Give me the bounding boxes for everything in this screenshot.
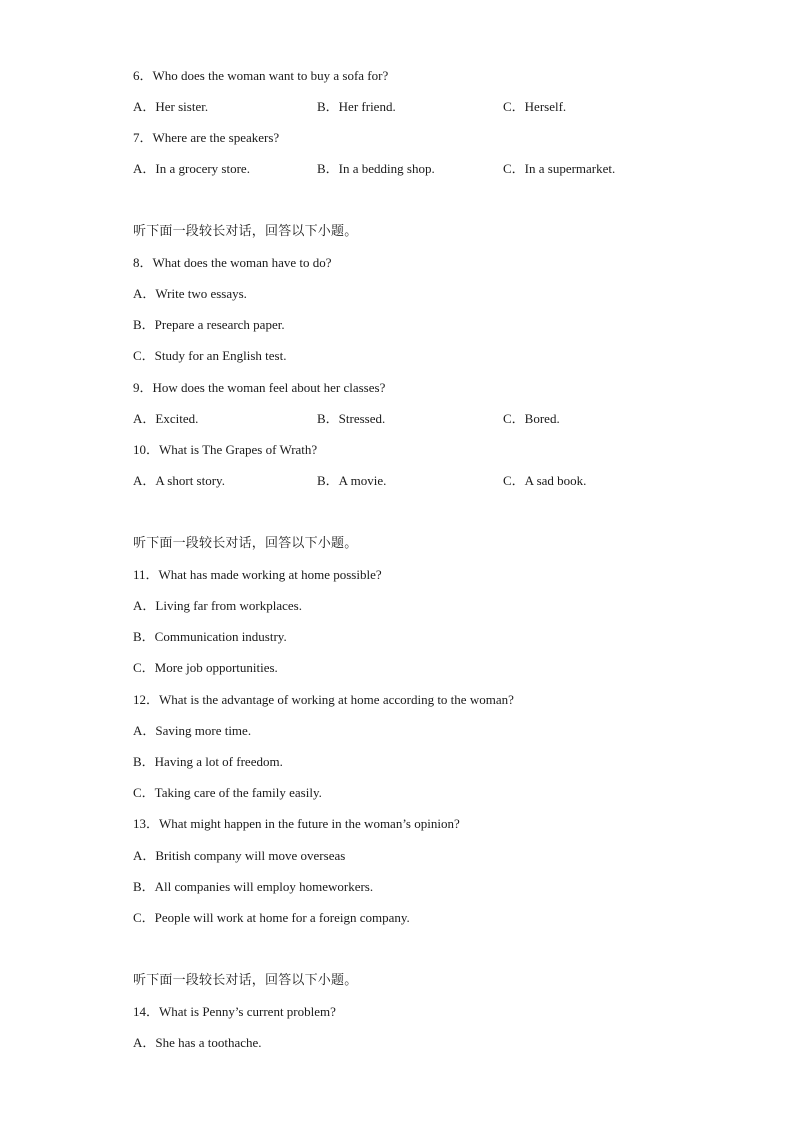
question-9-option-c: C．Bored.	[503, 411, 560, 426]
question-9-option-b: B．Stressed.	[317, 411, 386, 426]
question-13-option-c: C．People will work at home for a foreign company.	[133, 910, 410, 925]
question-10: 10．What is The Grapes of Wrath?	[133, 442, 318, 457]
question-14-option-a: A．She has a toothache.	[133, 1035, 262, 1050]
question-14: 14．What is Penny’s current problem?	[133, 1004, 336, 1019]
question-13-option-b: B．All companies will employ homeworkers.	[133, 879, 374, 894]
question-8: 8．What does the woman have to do?	[133, 255, 332, 270]
question-11-option-a: A．Living far from workplaces.	[133, 598, 302, 613]
question-6-option-b: B．Her friend.	[317, 99, 396, 114]
question-11-option-b: B．Communication industry.	[133, 629, 287, 644]
question-8-option-c: C．Study for an English test.	[133, 348, 287, 363]
question-6-option-a: A．Her sister.	[133, 99, 209, 114]
question-13-option-a: A．British company will move overseas	[133, 848, 346, 863]
question-6: 6．Who does the woman want to buy a sofa for?	[133, 68, 389, 83]
question-12-option-c: C．Taking care of the family easily.	[133, 785, 322, 800]
question-12-option-b: B．Having a lot of freedom.	[133, 754, 283, 769]
question-8-option-b: B．Prepare a research paper.	[133, 317, 285, 332]
section-heading: 听下面一段较长对话，回答以下小题。	[133, 224, 358, 239]
section-heading: 听下面一段较长对话，回答以下小题。	[133, 973, 358, 988]
question-6-option-c: C．Herself.	[503, 99, 567, 114]
question-9: 9．How does the woman feel about her classes?	[133, 380, 386, 395]
question-11-option-c: C．More job opportunities.	[133, 660, 278, 675]
question-7-option-c: C．In a supermarket.	[503, 161, 616, 176]
question-7-option-b: B．In a bedding shop.	[317, 161, 435, 176]
question-11: 11．What has made working at home possible?	[133, 567, 382, 582]
question-10-option-c: C．A sad book.	[503, 473, 587, 488]
question-12-option-a: A．Saving more time.	[133, 723, 252, 738]
question-7-option-a: A．In a grocery store.	[133, 161, 250, 176]
question-13: 13．What might happen in the future in the woman’s opinion?	[133, 816, 460, 831]
section-heading: 听下面一段较长对话，回答以下小题。	[133, 536, 358, 551]
question-7: 7．Where are the speakers?	[133, 130, 280, 145]
question-10-option-b: B．A movie.	[317, 473, 387, 488]
question-9-option-a: A．Excited.	[133, 411, 199, 426]
question-12: 12．What is the advantage of working at home according to the woman?	[133, 692, 514, 707]
question-10-option-a: A．A short story.	[133, 473, 225, 488]
question-8-option-a: A．Write two essays.	[133, 286, 247, 301]
